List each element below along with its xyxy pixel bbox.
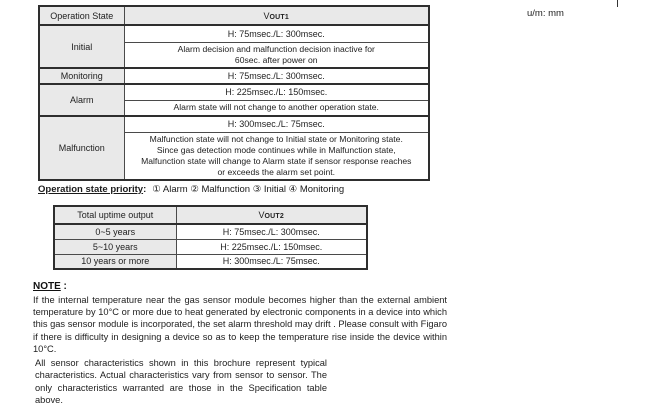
note-heading (33, 281, 447, 292)
vout1-main: V (263, 10, 270, 21)
note-cell (124, 42, 429, 68)
total-uptime-table (53, 205, 368, 270)
disclaimer-text: All sensor characteristics shown in this brochure represent typical characteristics. Actual characteristics vary from sensor to sensor. The only characteristics warranted are those in the Specification table above. (35, 358, 327, 406)
column-header-vout1 (124, 6, 429, 25)
vout1-subscript: OUT1 (269, 13, 289, 21)
note-body: If the internal temperature near the gas sensor module becomes higher than the external ambient temperature by 10°C or more due to heat generated by electronic components in a device into which this gas sensor module is incorporated, the set alarm threshold may drift . Please consult with Figaro if there is difficulty in designing a device so as to keep the temperature rise inside the device within 10°C. (33, 295, 447, 354)
state-cell-monitoring: Monitoring (39, 68, 124, 84)
signal-cell: H: 75msec./L: 300msec. (124, 25, 429, 42)
note-line: 60sec. after power on (234, 54, 318, 65)
unit-of-measure-note: u/m: mm (527, 8, 564, 19)
note-line: Malfunction state will change to Alarm state if sensor response reaches (141, 155, 412, 166)
table-row (39, 84, 429, 100)
period-cell: 5~10 years (54, 239, 176, 254)
note-line: or exceeds the alarm set point. (217, 167, 335, 178)
column-header-vout2 (176, 206, 367, 224)
table-row (39, 68, 429, 84)
dimension-line-tick (617, 0, 618, 7)
note-cell (124, 100, 429, 116)
period-cell: 10 years or more (54, 254, 176, 269)
operation-state-priority (38, 184, 344, 195)
table-row (39, 25, 429, 42)
note-heading-text: NOTE (33, 281, 61, 292)
signal-cell: H: 225msec./L: 150msec. (176, 239, 367, 254)
table-row (54, 254, 367, 269)
period-cell: 0~5 years (54, 224, 176, 239)
priority-items: ① Alarm ② Malfunction ③ Initial ④ Monitoring (152, 184, 345, 195)
state-cell-alarm: Alarm (39, 84, 124, 116)
note-line: Alarm decision and malfunction decision inactive for (177, 43, 375, 54)
column-header-operation-state: Operation State (39, 6, 124, 25)
note-line: Malfunction state will not change to Initial state or Monitoring state. (149, 133, 403, 144)
table-row (54, 224, 367, 239)
note-cell (124, 132, 429, 180)
signal-cell: H: 300msec./L: 75msec. (124, 116, 429, 132)
signal-cell: H: 75msec./L: 300msec. (176, 224, 367, 239)
column-header-total-uptime: Total uptime output (54, 206, 176, 224)
priority-colon: : (143, 184, 147, 195)
table-header-row (39, 6, 429, 25)
note-section (33, 281, 447, 355)
table-header-row (54, 206, 367, 224)
note-line: Since gas detection mode continues while in Malfunction state, (156, 144, 396, 155)
vout2-subscript: OUT2 (264, 213, 284, 220)
operation-state-table (38, 5, 430, 181)
state-cell-initial: Initial (39, 25, 124, 68)
table-row (39, 116, 429, 132)
note-heading-colon: : (60, 281, 67, 292)
signal-cell: H: 300msec./L: 75msec. (176, 254, 367, 269)
priority-label: Operation state priority (38, 184, 144, 195)
signal-cell: H: 225msec./L: 150msec. (124, 84, 429, 100)
state-cell-malfunction: Malfunction (39, 116, 124, 180)
table-row (54, 239, 367, 254)
note-line: Alarm state will not change to another operation state. (173, 102, 379, 113)
signal-cell: H: 75msec./L: 300msec. (124, 68, 429, 84)
vout2-main: V (258, 210, 265, 220)
